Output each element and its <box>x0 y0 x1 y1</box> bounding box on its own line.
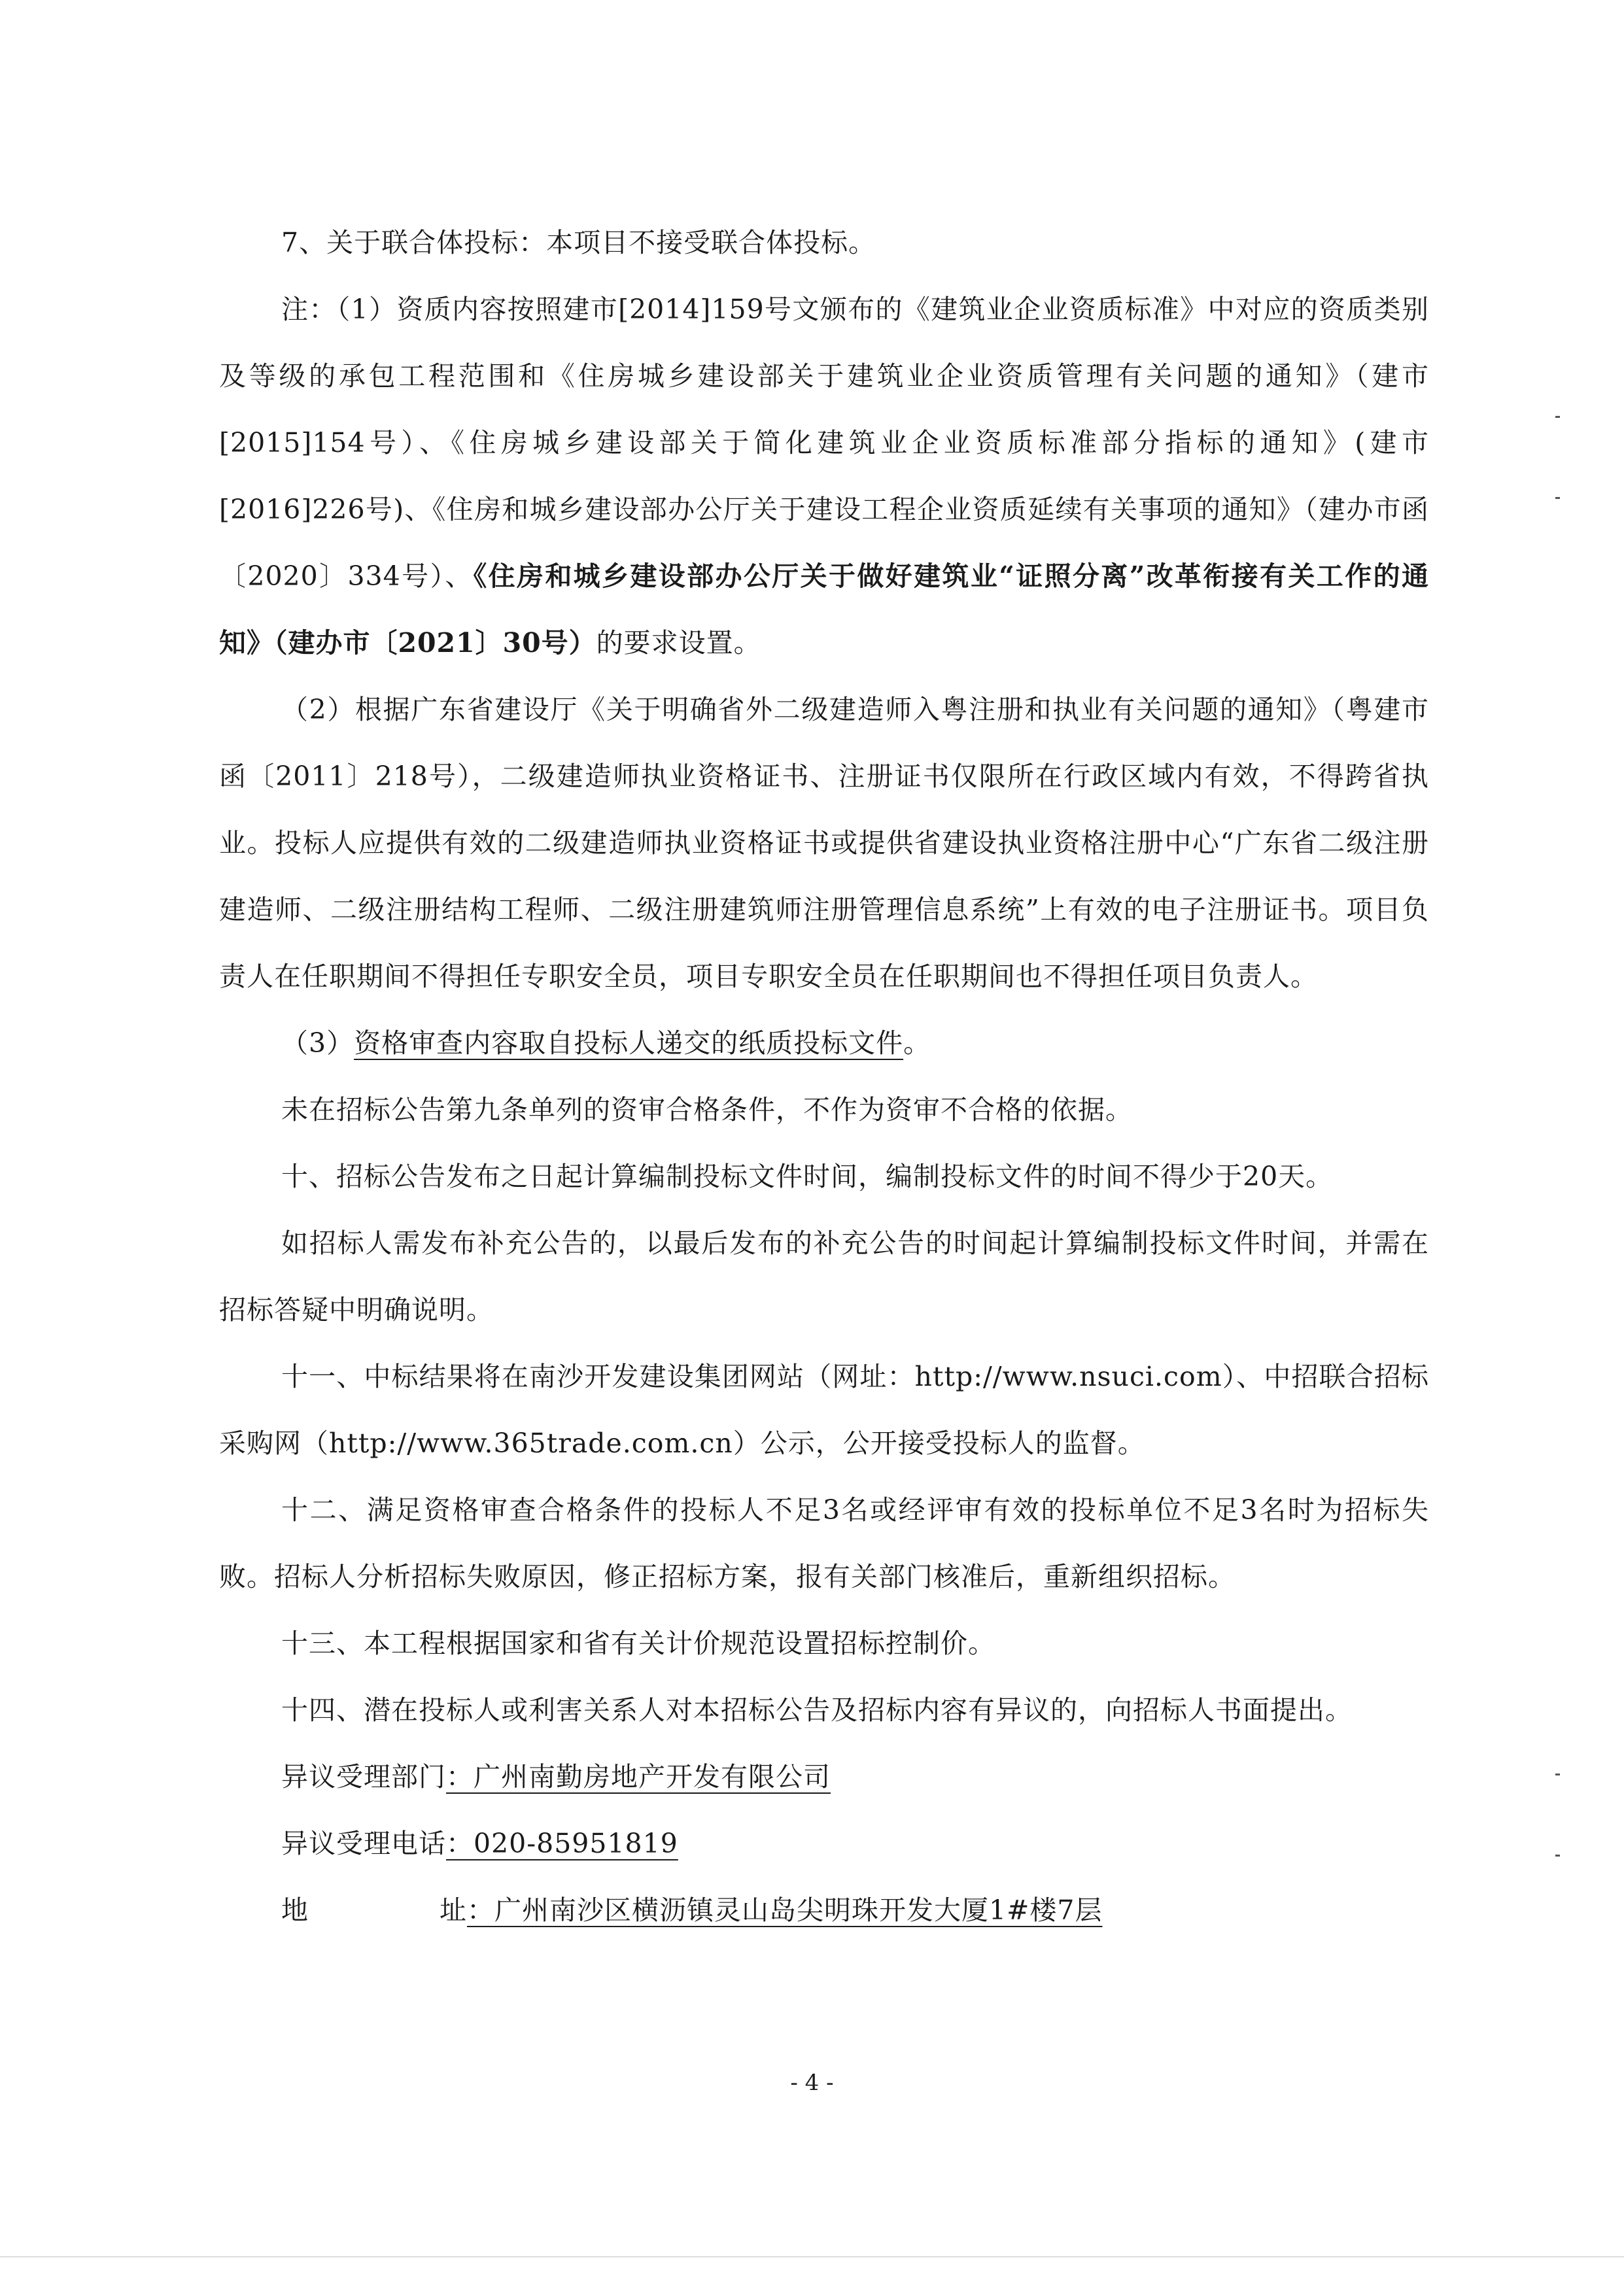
scan-mark <box>1555 1773 1560 1775</box>
document-body <box>219 209 1429 1944</box>
paragraph-note-3 <box>219 1010 1429 1076</box>
objection-department-label: 异议受理部门 <box>281 1761 446 1792</box>
paragraph-section-13: 十三、本工程根据国家和省有关计价规范设置招标控制价。 <box>281 1628 995 1659</box>
scan-mark <box>1555 416 1560 418</box>
paragraph-section-14: 十四、潜在投标人或利害关系人对本招标公告及招标内容有异议的，向招标人书面提出。 <box>281 1694 1353 1726</box>
scan-mark <box>1555 497 1560 499</box>
paragraph-consortium: 7、关于联合体投标：本项目不接受联合体投标。 <box>281 227 876 258</box>
objection-department-row <box>219 1743 1429 1810</box>
objection-address-value: ：广州南沙区横沥镇灵山岛尖明珠开发大厦1#楼7层 <box>467 1894 1103 1926</box>
paragraph-section-10: 十、招标公告发布之日起计算编制投标文件时间，编制投标文件的时间不得少于20天。 <box>281 1161 1334 1192</box>
objection-phone-label: 异议受理电话 <box>281 1828 446 1859</box>
note-3-prefix: （3） <box>281 1027 354 1059</box>
objection-phone-row <box>219 1810 1429 1877</box>
note-3-underlined-text: 资格审查内容取自投标人递交的纸质投标文件 <box>354 1027 904 1059</box>
scan-edge-line <box>0 2256 1624 2257</box>
note-1-bold-text: 《住房和城乡建设部办公厅关于做好建筑业“证照分离”改革衔接有关工作的通知》（建办市〔2021〕30号） <box>219 560 1429 659</box>
paragraph-note-1 <box>219 276 1429 676</box>
objection-phone-value: ：020-85951819 <box>446 1828 678 1859</box>
scan-mark <box>1555 1855 1560 1857</box>
paragraph-supplement-notice: 如招标人需发布补充公告的，以最后发布的补充公告的时间起计算编制投标文件时间，并需在招标答疑中明确说明。 <box>219 1227 1429 1326</box>
objection-department-value: ：广州南勤房地产开发有限公司 <box>446 1761 831 1792</box>
objection-address-label-1: 地 <box>281 1894 309 1926</box>
note-1-text: 注：（1）资质内容按照建市[2014]159号文颁布的《建筑业企业资质标准》中对应的资质类别及等级的承包工程范围和《住房城乡建设部关于建筑业企业资质管理有关问题的通知》（建市[2015]154号）、《住房城乡建设部关于简化建筑业企业资质标准部分指标的通知》(建市[2016]226号)、《住房和城乡建设部办公厅关于建设工程企业资质延续有关事项的通知》（建办市函〔2020〕334号）、 <box>219 294 1429 592</box>
paragraph-note-2: （2）根据广东省建设厅《关于明确省外二级建造师入粤注册和执业有关问题的通知》（粤建市函〔2011〕218号），二级建造师执业资格证书、注册证书仅限所在行政区域内有效，不得跨省执业。投标人应提供有效的二级建造师执业资格证书或提供省建设执业资格注册中心“广东省二级注册建造师、二级注册结构工程师、二级注册建筑师注册管理信息系统”上有效的电子注册证书。项目负责人在任职期间不得担任专职安全员，项目专职安全员在任职期间也不得担任项目负责人。 <box>219 694 1429 992</box>
note-1-tail: 的要求设置。 <box>596 627 761 659</box>
page-number: - 4 - <box>790 2070 834 2096</box>
objection-address-label-2: 址 <box>440 1894 467 1926</box>
paragraph-qualification-basis: 未在招标公告第九条单列的资审合格条件，不作为资审不合格的依据。 <box>281 1094 1133 1125</box>
paragraph-section-11: 十一、中标结果将在南沙开发建设集团网站（网址：http://www.nsuci.com）、中招联合招标采购网（http://www.365trade.com.cn）公示，公开接受投标人的监督。 <box>219 1361 1429 1459</box>
paragraph-section-12: 十二、满足资格审查合格条件的投标人不足3名或经评审有效的投标单位不足3名时为招标失败。招标人分析招标失败原因，修正招标方案，报有关部门核准后，重新组织招标。 <box>219 1494 1429 1592</box>
note-3-suffix: 。 <box>903 1027 931 1059</box>
objection-address-row <box>219 1877 1429 1944</box>
